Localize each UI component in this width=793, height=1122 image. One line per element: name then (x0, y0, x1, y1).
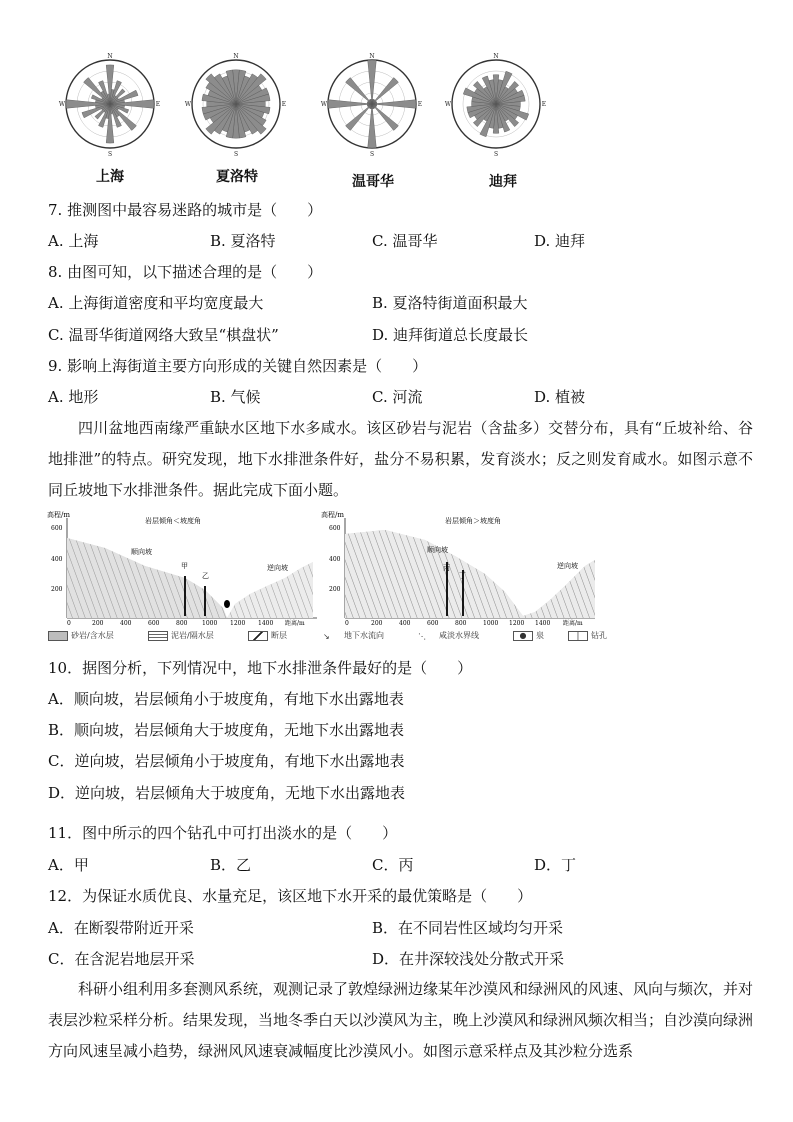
left-xtick: 200 (92, 620, 104, 627)
q12-option-d[interactable]: D．在井深较浅处分散式开采 (372, 950, 565, 968)
compass-label: E (155, 101, 161, 108)
compass-label: N (493, 53, 499, 60)
right-xtick: 600 (427, 620, 439, 627)
right-ytick: 200 (329, 586, 341, 593)
compass-label: W (58, 101, 66, 108)
legend-mudstone: 泥岩/隔水层 (148, 630, 214, 641)
legend-sandstone: 砂岩/含水层 (48, 630, 114, 641)
right-ytick: 400 (329, 556, 341, 563)
city-label-dubai: 迪拜 (489, 174, 517, 190)
left-xtick: 1400 (258, 620, 274, 627)
compass-label: W (444, 101, 452, 108)
left-xtick: 400 (120, 620, 132, 627)
compass-label: N (107, 53, 113, 60)
left-xlabel: 距离/m (285, 620, 305, 627)
right-xlabel: 距离/m (563, 620, 583, 627)
well-ding: 丁 (459, 572, 466, 580)
right-xtick: 1200 (509, 620, 525, 627)
q8-option-c[interactable]: C. 温哥华街道网络大致呈“棋盘状” (48, 326, 279, 344)
q11-option-b[interactable]: B．乙 (210, 856, 252, 874)
q9-option-d[interactable]: D. 植被 (534, 388, 586, 406)
city-label-shanghai: 上海 (96, 169, 124, 185)
question-8-stem: 8. 由图可知，以下描述合理的是（ ） (48, 263, 323, 281)
right-xtick: 200 (371, 620, 383, 627)
q10-option-d[interactable]: D．逆向坡，岩层倾角大于坡度角，无地下水出露地表 (48, 784, 406, 802)
left-xtick: 800 (176, 620, 188, 627)
legend-boundary: ⋱ 咸淡水界线 (418, 631, 479, 641)
right-ylabel: 高程/m (321, 511, 344, 519)
left-xtick: 0 (67, 620, 71, 627)
q8-option-b[interactable]: B. 夏洛特街道面积最大 (372, 294, 528, 312)
city-label-vancouver: 温哥华 (352, 174, 394, 190)
compass-label: E (281, 101, 287, 108)
left-ytick: 200 (51, 586, 63, 593)
right-xtick: 1000 (483, 620, 499, 627)
profile-left (47, 510, 317, 627)
q11-option-a[interactable]: A．甲 (48, 856, 89, 874)
right-title: 岩层倾角＞坡度角 (445, 517, 501, 525)
q9-option-a[interactable]: A. 地形 (48, 388, 99, 406)
compass-label: W (184, 101, 192, 108)
compass-label: W (320, 101, 328, 108)
question-12-stem: 12．为保证水质优良、水量充足，该区地下水开采的最优策略是（ ） (48, 887, 533, 905)
compass-label: S (369, 151, 375, 158)
q8-option-a[interactable]: A. 上海街道密度和平均宽度最大 (48, 294, 264, 312)
left-xtick: 1200 (230, 620, 246, 627)
legend-flow: ↘ 地下水流向 (323, 631, 384, 641)
q7-option-d[interactable]: D. 迪拜 (534, 232, 586, 250)
compass-label: N (369, 53, 375, 60)
passage-sichuan: 四川盆地西南缘严重缺水区地下水多咸水。该区砂岩与泥岩（含盐多）交替分布，具有“丘坡补给、谷地排泄”的特点。研究发现，地下水排泄条件好，盐分不易积累，发育淡水；反之则发育咸水。如图示意不同丘坡地下水排泄条件。据此完成下面小题。 (48, 419, 753, 499)
legend-borehole: | 钻孔 (568, 630, 607, 641)
q9-option-b[interactable]: B. 气候 (210, 388, 261, 406)
q12-option-b[interactable]: B．在不同岩性区域均匀开采 (372, 919, 564, 937)
city-label-charlotte: 夏洛特 (216, 169, 258, 185)
compass-label: N (233, 53, 239, 60)
compass-label: S (233, 151, 239, 158)
q7-option-c[interactable]: C. 温哥华 (372, 232, 438, 250)
q7-option-b[interactable]: B. 夏洛特 (210, 232, 276, 250)
question-10-stem: 10．据图分析，下列情况中，地下水排泄条件最好的是（ ） (48, 659, 473, 677)
q12-option-c[interactable]: C．在含泥岩地层开采 (48, 950, 195, 968)
well-jia: 甲 (181, 562, 188, 570)
passage-dunhuang: 科研小组利用多套测风系统，观测记录了敦煌绿洲边缘某年沙漠风和绿洲风的风速、风向与频次，并对表层沙粒采样分析。结果发现，当地冬季白天以沙漠风为主，晚上沙漠风和绿洲风频次相当；自沙漠向绿洲方向风速呈减小趋势，绿洲风风速衰减幅度比沙漠风小。如图示意采样点及其沙粒分选系 (48, 980, 754, 1060)
rose-chart-1 (60, 48, 160, 158)
q11-option-c[interactable]: C．丙 (372, 856, 414, 874)
q10-option-a[interactable]: A．顺向坡，岩层倾角小于坡度角，有地下水出露地表 (48, 690, 404, 708)
right-xtick: 1400 (535, 620, 551, 627)
compass-label: S (493, 151, 499, 158)
rose-chart-3 (322, 48, 422, 158)
rose-chart-4 (446, 48, 546, 158)
well-yi: 乙 (202, 572, 209, 580)
q8-option-d[interactable]: D. 迪拜街道总长度最长 (372, 326, 529, 344)
q10-option-c[interactable]: C．逆向坡，岩层倾角小于坡度角，有地下水出露地表 (48, 752, 405, 770)
rose-chart-2 (186, 48, 286, 158)
left-slope2: 逆向坡 (267, 564, 288, 572)
q7-option-a[interactable]: A. 上海 (48, 232, 99, 250)
q12-option-a[interactable]: A．在断裂带附近开采 (48, 919, 194, 937)
q9-option-c[interactable]: C. 河流 (372, 388, 423, 406)
legend-spring: ● 泉 (513, 630, 544, 641)
q11-option-d[interactable]: D．丁 (534, 856, 577, 874)
right-slope1: 顺向坡 (427, 546, 448, 554)
left-ytick: 400 (51, 556, 63, 563)
question-9-stem: 9. 影响上海街道主要方向形成的关键自然因素是（ ） (48, 357, 428, 375)
question-11-stem: 11．图中所示的四个钻孔中可打出淡水的是（ ） (48, 824, 398, 842)
left-xtick: 600 (148, 620, 160, 627)
right-slope2: 逆向坡 (557, 562, 578, 570)
right-ytick: 600 (329, 525, 341, 532)
right-xtick: 800 (455, 620, 467, 627)
compass-label: S (107, 151, 113, 158)
left-ytick: 600 (51, 525, 63, 532)
left-ylabel: 高程/m (47, 511, 70, 519)
profile-right (321, 510, 595, 627)
question-7-stem: 7. 推测图中最容易迷路的城市是（ ） (48, 201, 323, 219)
right-xtick: 400 (399, 620, 411, 627)
well-bing: 丙 (443, 564, 450, 572)
legend-fault: 断层 (248, 630, 287, 641)
right-xtick: 0 (345, 620, 349, 627)
compass-label: E (417, 101, 423, 108)
groundwater-profile-figure (45, 508, 745, 626)
left-xtick: 1000 (202, 620, 218, 627)
left-slope1: 顺向坡 (131, 548, 152, 556)
compass-label: E (541, 101, 547, 108)
left-title: 岩层倾角＜坡度角 (145, 517, 201, 525)
q10-option-b[interactable]: B．顺向坡，岩层倾角大于坡度角，无地下水出露地表 (48, 721, 405, 739)
